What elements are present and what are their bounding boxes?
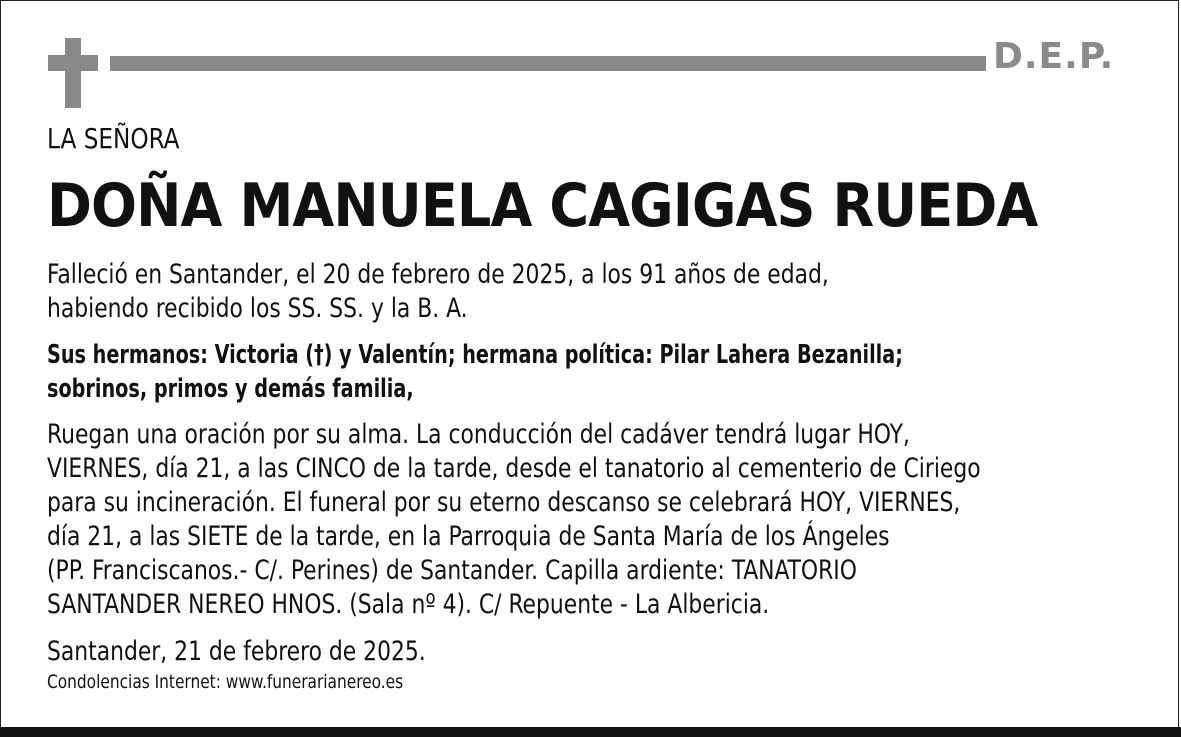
ceremony-details xyxy=(47,418,981,622)
ceremony-line: para su incineración. El funeral por su eterno descanso se celebrará HOY, VIERNES, xyxy=(47,487,961,518)
family-list xyxy=(47,338,903,406)
honorific: LA SEÑORA xyxy=(47,122,180,155)
bottom-border xyxy=(0,727,1181,737)
family-line: sobrinos, primos y demás familia, xyxy=(47,374,414,404)
ceremony-line: SANTANDER NEREO HNOS. (Sala nº 4). C/ Repuente - La Albericia. xyxy=(47,589,770,620)
death-notice-line: habiendo recibido los SS. SS. y la B. A. xyxy=(47,293,468,324)
header-rule xyxy=(110,56,986,71)
ceremony-line: día 21, a las SIETE de la tarde, en la Parroquia de Santa María de los Ángeles xyxy=(47,521,890,552)
ceremony-line: VIERNES, día 21, a las CINCO de la tarde, desde el tanatorio al cementerio de Ciriego xyxy=(47,453,981,484)
dep-mark: D.E.P. xyxy=(993,36,1115,77)
cross-icon-bar xyxy=(48,55,98,71)
condolences-link: Condolencias Internet: www.funerarianereo.es xyxy=(47,671,404,693)
ceremony-line: (PP. Franciscanos.- C/. Perines) de Santander. Capilla ardiente: TANATORIO xyxy=(47,555,857,586)
ceremony-line: Ruegan una oración por su alma. La conducción del cadáver tendrá lugar HOY, xyxy=(47,419,910,450)
family-line: Sus hermanos: Victoria (†) y Valentín; hermana política: Pilar Lahera Bezanilla; xyxy=(47,340,903,370)
cross-icon xyxy=(65,38,81,108)
death-notice-line: Falleció en Santander, el 20 de febrero de 2025, a los 91 años de edad, xyxy=(47,259,829,290)
deceased-name: DOÑA MANUELA CAGIGAS RUEDA xyxy=(47,171,1038,241)
death-notice xyxy=(47,258,829,326)
place-date: Santander, 21 de febrero de 2025. xyxy=(47,636,426,667)
